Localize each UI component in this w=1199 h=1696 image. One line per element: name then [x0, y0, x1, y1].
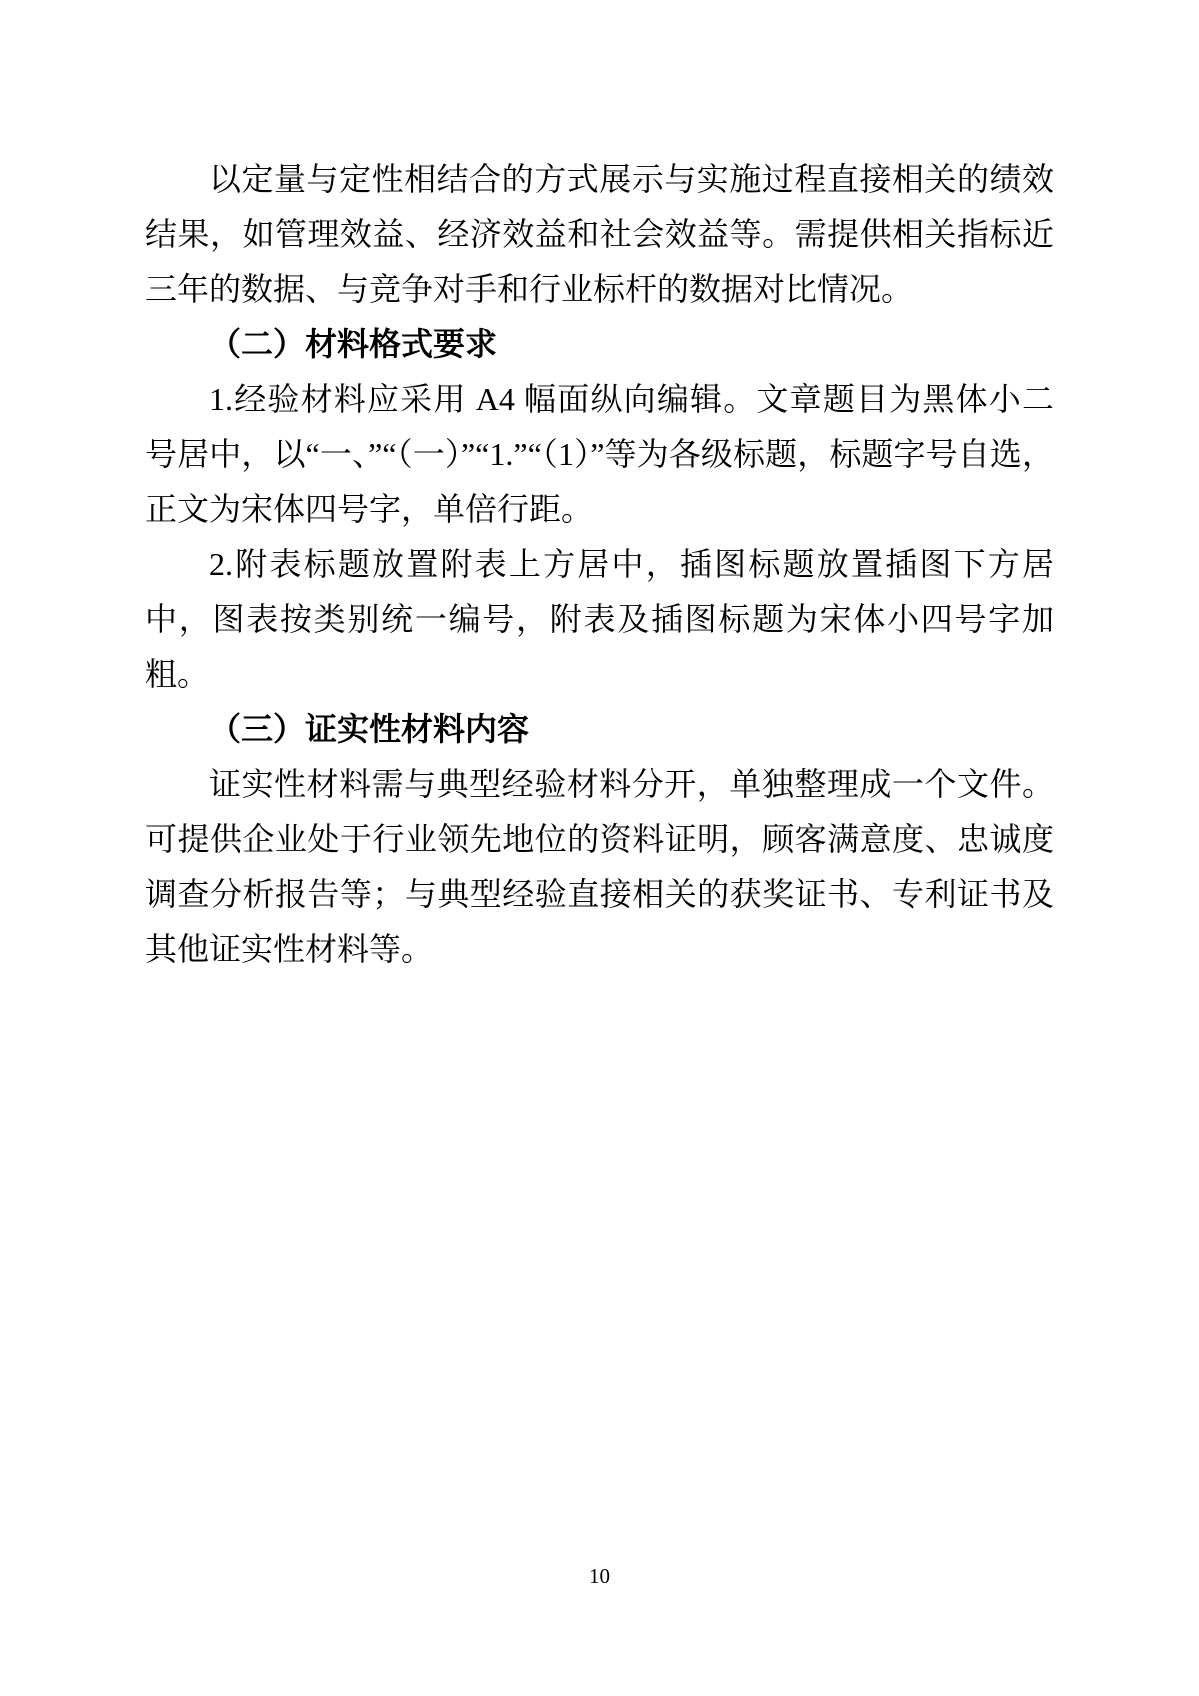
section-heading-supporting-material-content: （三）证实性材料内容 [209, 711, 530, 747]
section-heading-material-format-requirements: （二）材料格式要求 [209, 326, 498, 362]
paragraph-performance-results: 以定量与定性相结合的方式展示与实施过程直接相关的绩效结果，如管理效益、经济效益和社会效益等。需提供相关指标近三年的数据、与竞争对手和行业标杆的数据对比情况。 [145, 161, 1054, 307]
page-number: 10 [589, 1564, 610, 1588]
document-content [145, 152, 1054, 977]
paragraph-supporting-material: 证实性材料需与典型经验材料分开，单独整理成一个文件。可提供企业处于行业领先地位的资料证明，顾客满意度、忠诚度调查分析报告等；与典型经验直接相关的获奖证书、专利证书及其他证实性材料等。 [145, 766, 1054, 967]
paragraph-format-rule-2: 2.附表标题放置附表上方居中，插图标题放置插图下方居中，图表按类别统一编号，附表及插图标题为宋体小四号字加粗。 [145, 546, 1054, 692]
paragraph-format-rule-1: 1.经验材料应采用 A4 幅面纵向编辑。文章题目为黑体小二号居中，以“一、”“（一）”“1.”“（1）”等为各级标题，标题字号自选，正文为宋体四号字，单倍行距。 [145, 381, 1054, 527]
